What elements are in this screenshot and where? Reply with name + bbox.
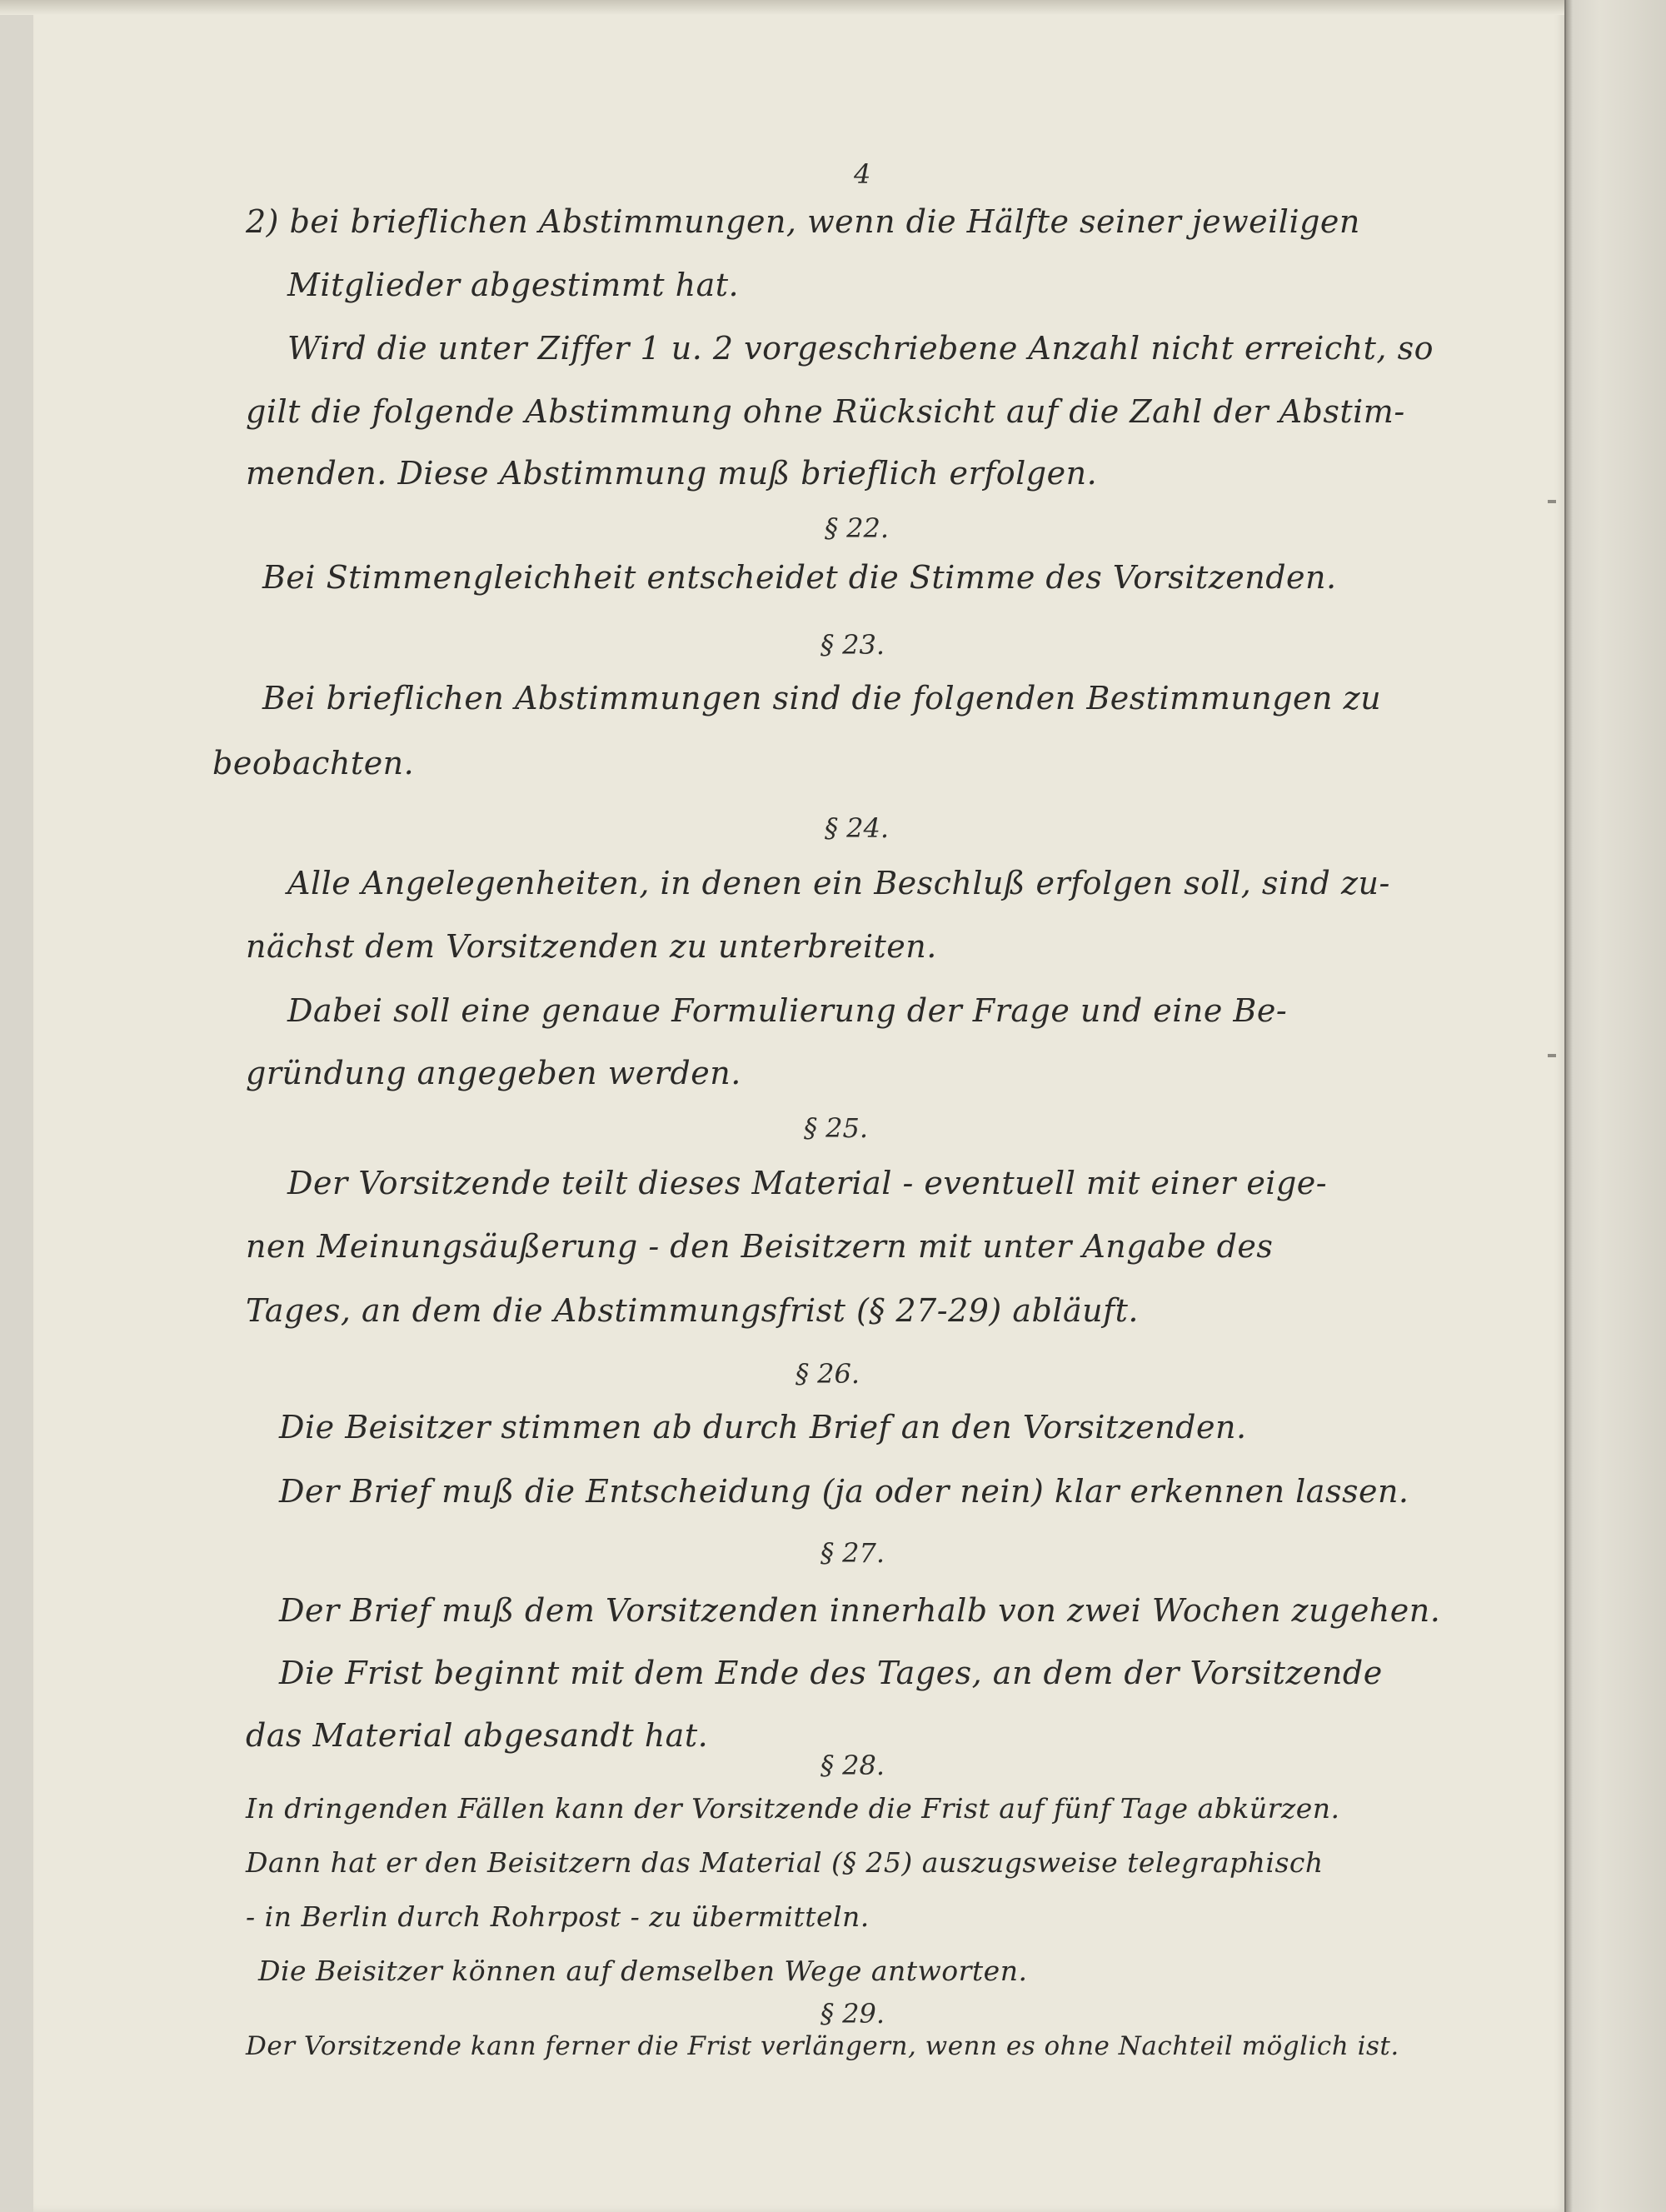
text-line: gilt die folgende Abstimmung ohne Rücksicht auf die Zahl der Abstim- <box>246 393 1405 430</box>
text-line: - in Berlin durch Rohrpost - zu übermitteln. <box>246 1900 870 1933</box>
text-line: Tages, an dem die Abstimmungsfrist (§ 27-29) abläuft. <box>246 1292 1140 1329</box>
text-line: Dabei soll eine genaue Formulierung der Frage und eine Be- <box>287 992 1288 1029</box>
page-top-edge <box>0 0 1566 15</box>
section-heading: § 26. <box>796 1358 860 1390</box>
edge-mark <box>1548 500 1556 503</box>
text-line: Wird die unter Ziffer 1 u. 2 vorgeschriebene Anzahl nicht erreicht, so <box>287 330 1434 367</box>
section-heading: § 23. <box>821 629 885 661</box>
text-line: das Material abgesandt hat. <box>246 1717 709 1754</box>
page-number: 4 <box>854 158 871 190</box>
section-heading: § 22. <box>825 512 890 544</box>
text-line: Der Brief muß dem Vorsitzenden innerhalb von zwei Wochen zugehen. <box>279 1592 1441 1629</box>
text-line: Mitglieder abgestimmt hat. <box>287 267 740 303</box>
text-line: nächst dem Vorsitzenden zu unterbreiten. <box>246 928 937 965</box>
section-heading: § 29. <box>821 1998 885 2030</box>
text-line: Die Frist beginnt mit dem Ende des Tages, an dem der Vorsitzende <box>279 1655 1383 1691</box>
section-heading: § 25. <box>804 1112 869 1144</box>
text-line: Bei brieflichen Abstimmungen sind die folgenden Bestimmungen zu <box>262 680 1382 717</box>
text-line: gründung angegeben werden. <box>246 1055 741 1091</box>
section-heading: § 28. <box>821 1750 885 1781</box>
text-line: Dann hat er den Beisitzern das Material (§ 25) auszugsweise telegraphisch <box>246 1846 1324 1879</box>
edge-mark <box>1548 1054 1556 1057</box>
section-heading: § 27. <box>821 1537 885 1569</box>
text-line: Der Vorsitzende teilt dieses Material - eventuell mit einer eige- <box>287 1165 1328 1201</box>
section-heading: § 24. <box>825 812 890 844</box>
text-line: In dringenden Fällen kann der Vorsitzende die Frist auf fünf Tage abkürzen. <box>246 1792 1340 1825</box>
text-line: 2) bei brieflichen Abstimmungen, wenn die Hälfte seiner jeweiligen <box>246 203 1360 240</box>
text-line: Bei Stimmengleichheit entscheidet die Stimme des Vorsitzenden. <box>262 559 1337 596</box>
text-line: menden. Diese Abstimmung muß brieflich erfolgen. <box>246 455 1098 492</box>
text-line: Der Vorsitzende kann ferner die Frist verlängern, wenn es ohne Nachteil möglich ist. <box>246 2031 1399 2061</box>
text-line: Der Brief muß die Entscheidung (ja oder nein) klar erkennen lassen. <box>279 1473 1409 1510</box>
text-line: Die Beisitzer stimmen ab durch Brief an den Vorsitzenden. <box>279 1409 1247 1446</box>
text-line: nen Meinungsäußerung - den Beisitzern mit unter Angabe des <box>246 1228 1274 1265</box>
adjacent-page-strip <box>1566 0 1666 2212</box>
text-line: Die Beisitzer können auf demselben Wege antworten. <box>258 1955 1028 1987</box>
text-line: Alle Angelegenheiten, in denen ein Beschluß erfolgen soll, sind zu- <box>287 865 1390 901</box>
text-line: beobachten. <box>212 745 415 781</box>
